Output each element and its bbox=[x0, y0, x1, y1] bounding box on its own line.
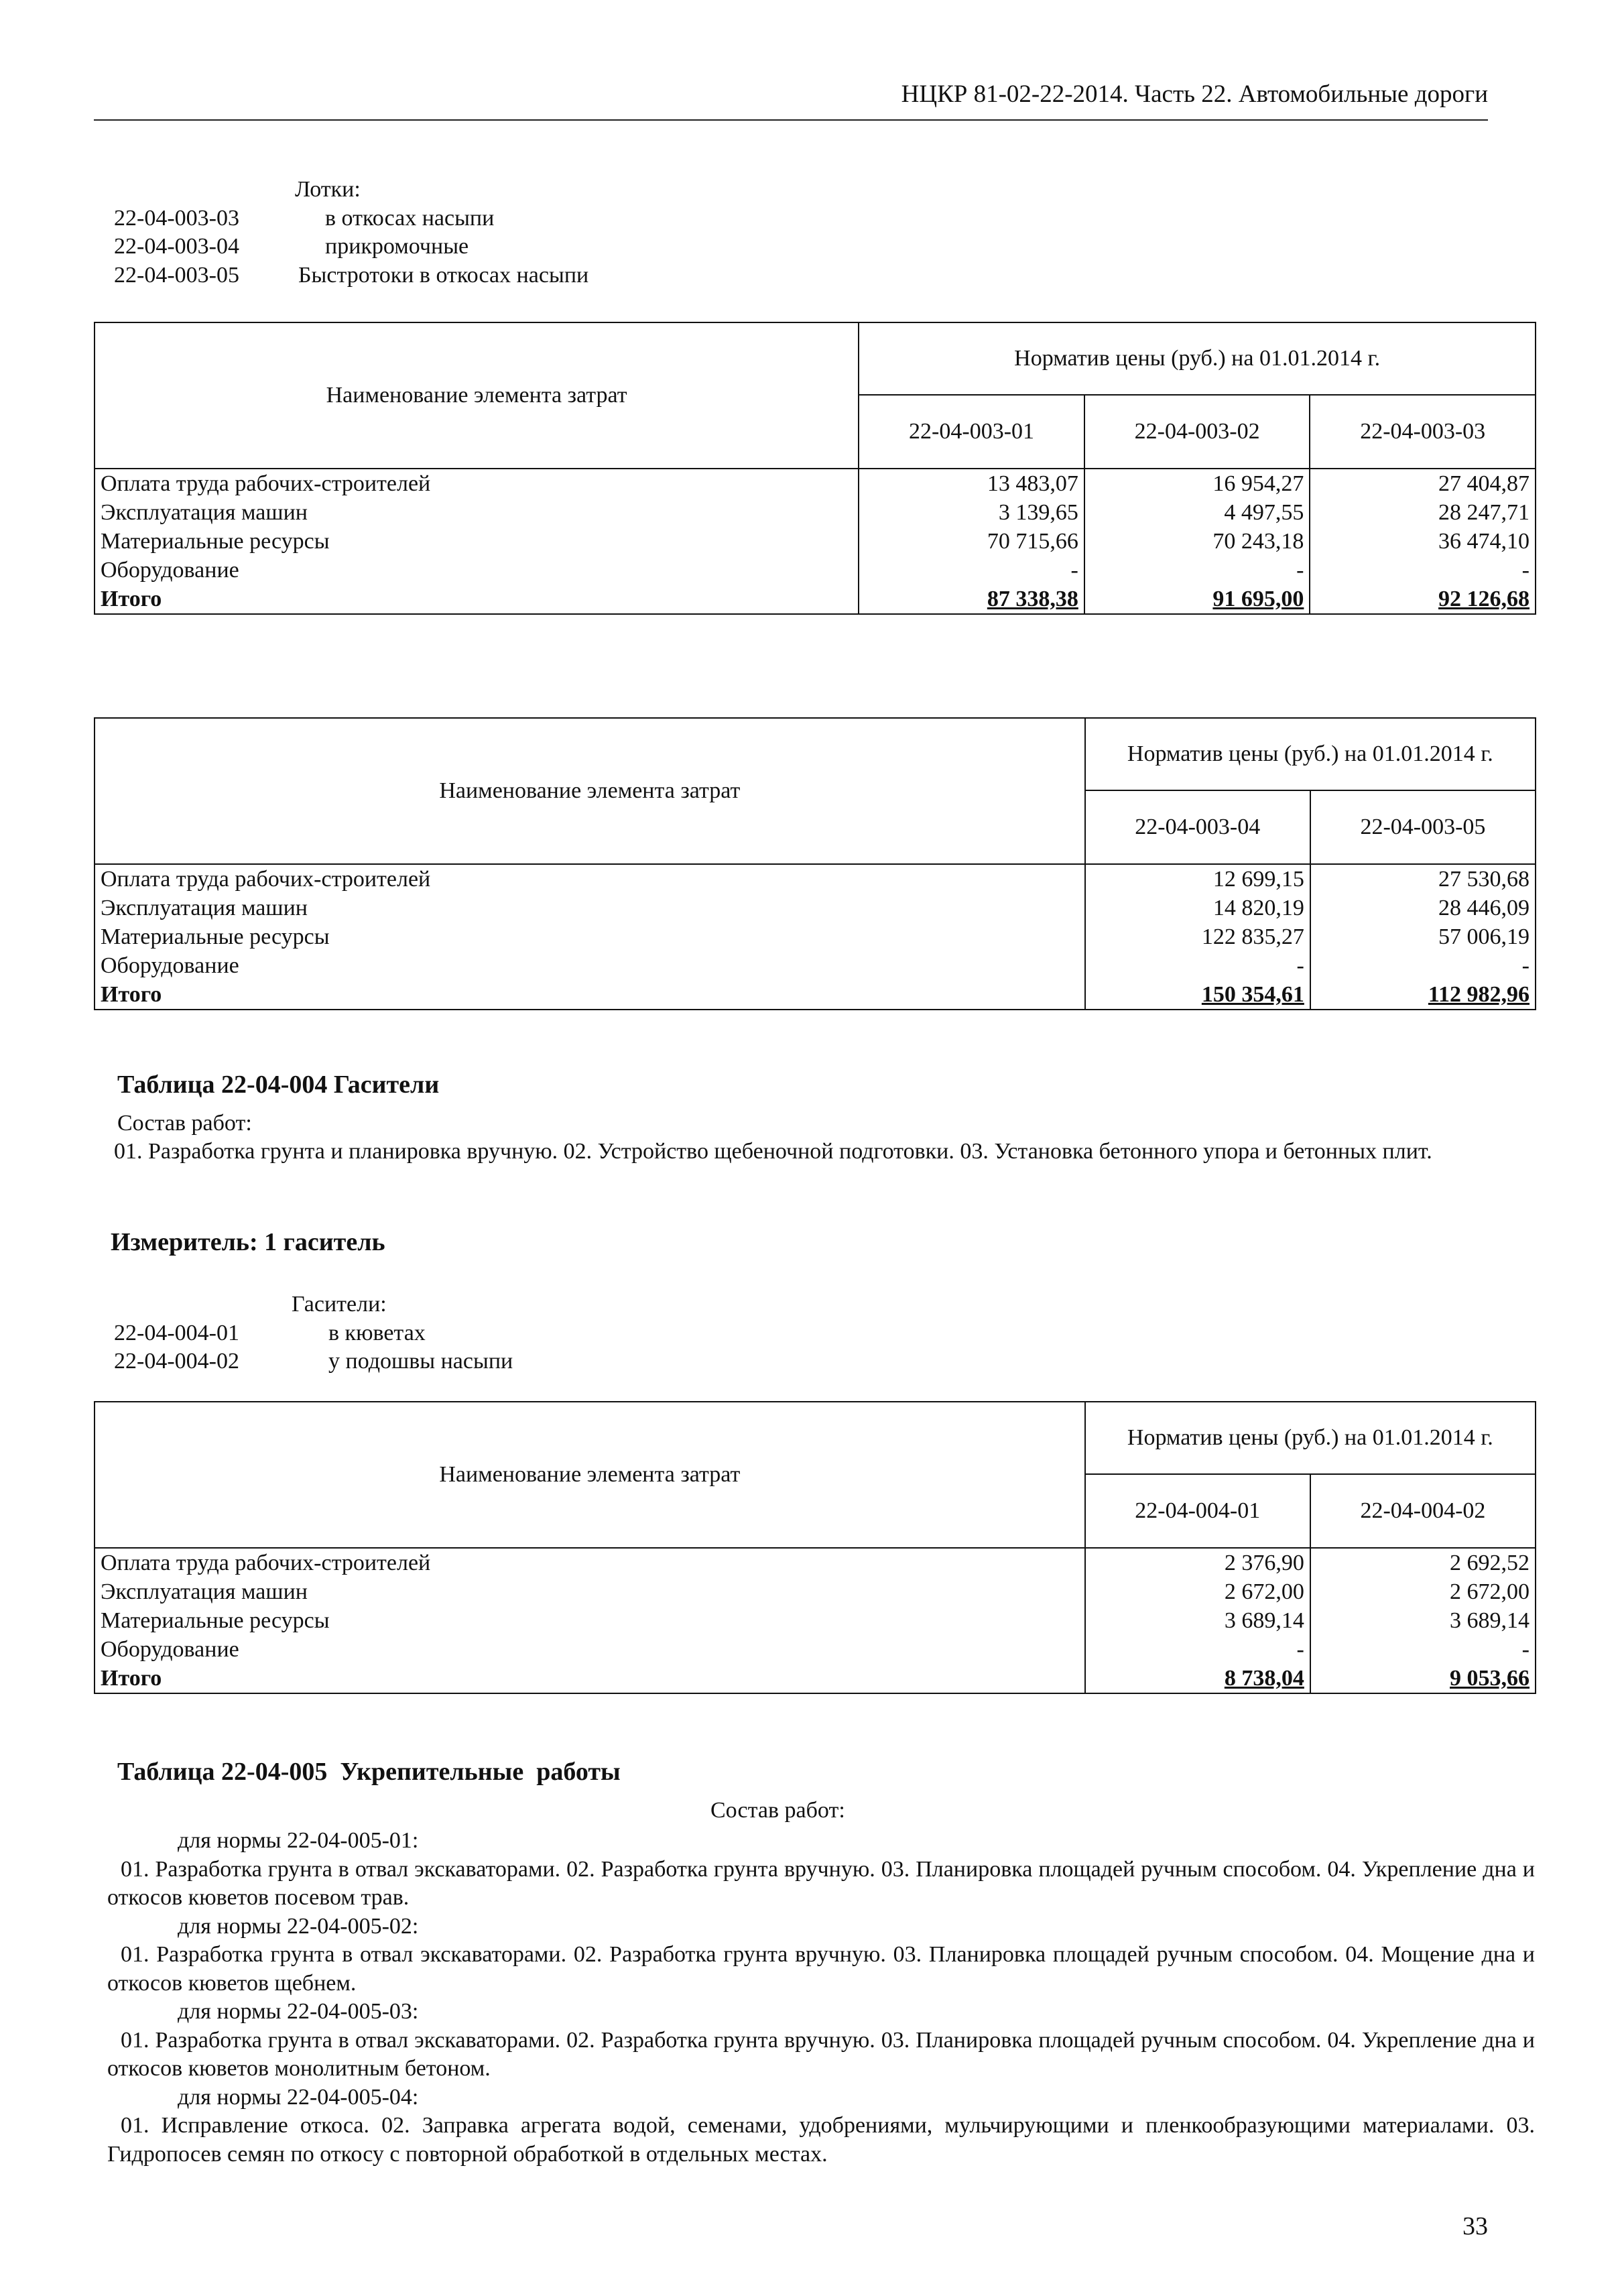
code-row: 22-04-004-02 у подошвы насыпи bbox=[114, 1349, 513, 1374]
cost-table-003-b bbox=[94, 717, 1536, 1010]
codes-title: Гасители: bbox=[292, 1292, 387, 1317]
norm-text: 01. Разработка грунта в отвал экскаваторами. 02. Разработка грунта вручную. 03. Планировка площадей ручным способом. 04. Укрепление дна и откосов кюветов посевом трав. bbox=[107, 1856, 1535, 1910]
table-total-row: Итого 150 354,61 112 982,96 bbox=[95, 980, 1536, 1010]
code-row: 22-04-003-05 Быстротоки в откосах насыпи bbox=[114, 262, 589, 288]
table-row: Эксплуатация машин 2 672,00 2 672,00 bbox=[95, 1577, 1536, 1606]
composition-label: Состав работ: bbox=[117, 1111, 252, 1136]
composition-label: Состав работ: bbox=[710, 1798, 845, 1823]
table-group-header: Норматив цены (руб.) на 01.01.2014 г. bbox=[1085, 718, 1536, 790]
composition-text: 01. Разработка грунта и планировка вручную. 02. Устройство щебеночной подготовки. 03. Установка бетонного упора и бетонных плит. bbox=[114, 1139, 1432, 1164]
code-row: 22-04-003-03 в откосах насыпи bbox=[114, 205, 495, 231]
code-row: 22-04-004-01 в кюветах bbox=[114, 1320, 426, 1345]
norm-block bbox=[107, 1827, 1535, 2169]
table-row: Оборудование - - bbox=[95, 951, 1536, 980]
table-row: Оборудование - - - bbox=[95, 556, 1536, 585]
table-column-header: 22-04-003-04 bbox=[1085, 790, 1310, 864]
table-name-header: Наименование элемента затрат bbox=[95, 1402, 1085, 1548]
norm-text: 01. Разработка грунта в отвал экскаваторами. 02. Разработка грунта вручную. 03. Планировка площадей ручным способом. 04. Мощение дна и откосов кюветов щебнем. bbox=[107, 1942, 1535, 1996]
table-column-header: 22-04-003-03 bbox=[1310, 395, 1536, 469]
table-row: Оплата труда рабочих-строителей 13 483,07 16 954,27 27 404,87 bbox=[95, 469, 1536, 498]
table-row: Эксплуатация машин 14 820,19 28 446,09 bbox=[95, 894, 1536, 922]
table-group-header: Норматив цены (руб.) на 01.01.2014 г. bbox=[859, 322, 1536, 395]
table-group-header: Норматив цены (руб.) на 01.01.2014 г. bbox=[1085, 1402, 1536, 1474]
table-row: Эксплуатация машин 3 139,65 4 497,55 28 247,71 bbox=[95, 498, 1536, 527]
codes-block-lotki bbox=[114, 176, 588, 290]
table-column-header: 22-04-004-02 bbox=[1310, 1474, 1536, 1548]
table-column-header: 22-04-003-02 bbox=[1084, 395, 1310, 469]
table-total-row: Итого 8 738,04 9 053,66 bbox=[95, 1664, 1536, 1693]
norm-text: 01. Разработка грунта в отвал экскаваторами. 02. Разработка грунта вручную. 03. Планировка площадей ручным способом. 04. Укрепление дна и откосов кюветов монолитным бетоном. bbox=[107, 2027, 1535, 2081]
codes-block-gasiteli bbox=[114, 1290, 513, 1376]
norm-text: 01. Исправление откоса. 02. Заправка агрегата водой, семенами, удобрениями, мульчирующими и пленкообразующими материалами. 03. Гидропосев семян по откосу с повторной обработкой в отдельных местах. bbox=[107, 2113, 1535, 2167]
section-title-005: Таблица 22-04-005 Укрепительные работы bbox=[117, 1758, 621, 1786]
table-row: Материальные ресурсы 3 689,14 3 689,14 bbox=[95, 1606, 1536, 1635]
table-column-header: 22-04-003-05 bbox=[1310, 790, 1536, 864]
table-row: Оплата труда рабочих-строителей 2 376,90 2 692,52 bbox=[95, 1548, 1536, 1577]
cost-table-003-a bbox=[94, 322, 1536, 615]
code-row: 22-04-003-04 прикромочные bbox=[114, 234, 469, 259]
table-column-header: 22-04-003-01 bbox=[859, 395, 1084, 469]
table-row: Материальные ресурсы 70 715,66 70 243,18 36 474,10 bbox=[95, 527, 1536, 556]
cost-table-004 bbox=[94, 1401, 1536, 1694]
table-total-row: Итого 87 338,38 91 695,00 92 126,68 bbox=[95, 585, 1536, 614]
table-column-header: 22-04-004-01 bbox=[1085, 1474, 1310, 1548]
measure-label: Измеритель: 1 гаситель bbox=[111, 1228, 385, 1256]
table-row: Оплата труда рабочих-строителей 12 699,15 27 530,68 bbox=[95, 864, 1536, 894]
table-row: Материальные ресурсы 122 835,27 57 006,19 bbox=[95, 922, 1536, 951]
norm-for-label: для нормы 22-04-005-01: bbox=[178, 1828, 419, 1853]
codes-title: Лотки: bbox=[295, 177, 361, 202]
page-header: НЦКР 81-02-22-2014. Часть 22. Автомобильные дороги bbox=[94, 79, 1488, 121]
table-name-header: Наименование элемента затрат bbox=[95, 718, 1085, 864]
norm-for-label: для нормы 22-04-005-04: bbox=[178, 2084, 419, 2110]
page-number: 33 bbox=[1462, 2212, 1488, 2240]
table-row: Оборудование - - bbox=[95, 1635, 1536, 1664]
table-name-header: Наименование элемента затрат bbox=[95, 322, 859, 469]
norm-for-label: для нормы 22-04-005-03: bbox=[178, 1999, 419, 2024]
norm-for-label: для нормы 22-04-005-02: bbox=[178, 1913, 419, 1939]
section-title-004: Таблица 22-04-004 Гасители bbox=[117, 1071, 440, 1099]
